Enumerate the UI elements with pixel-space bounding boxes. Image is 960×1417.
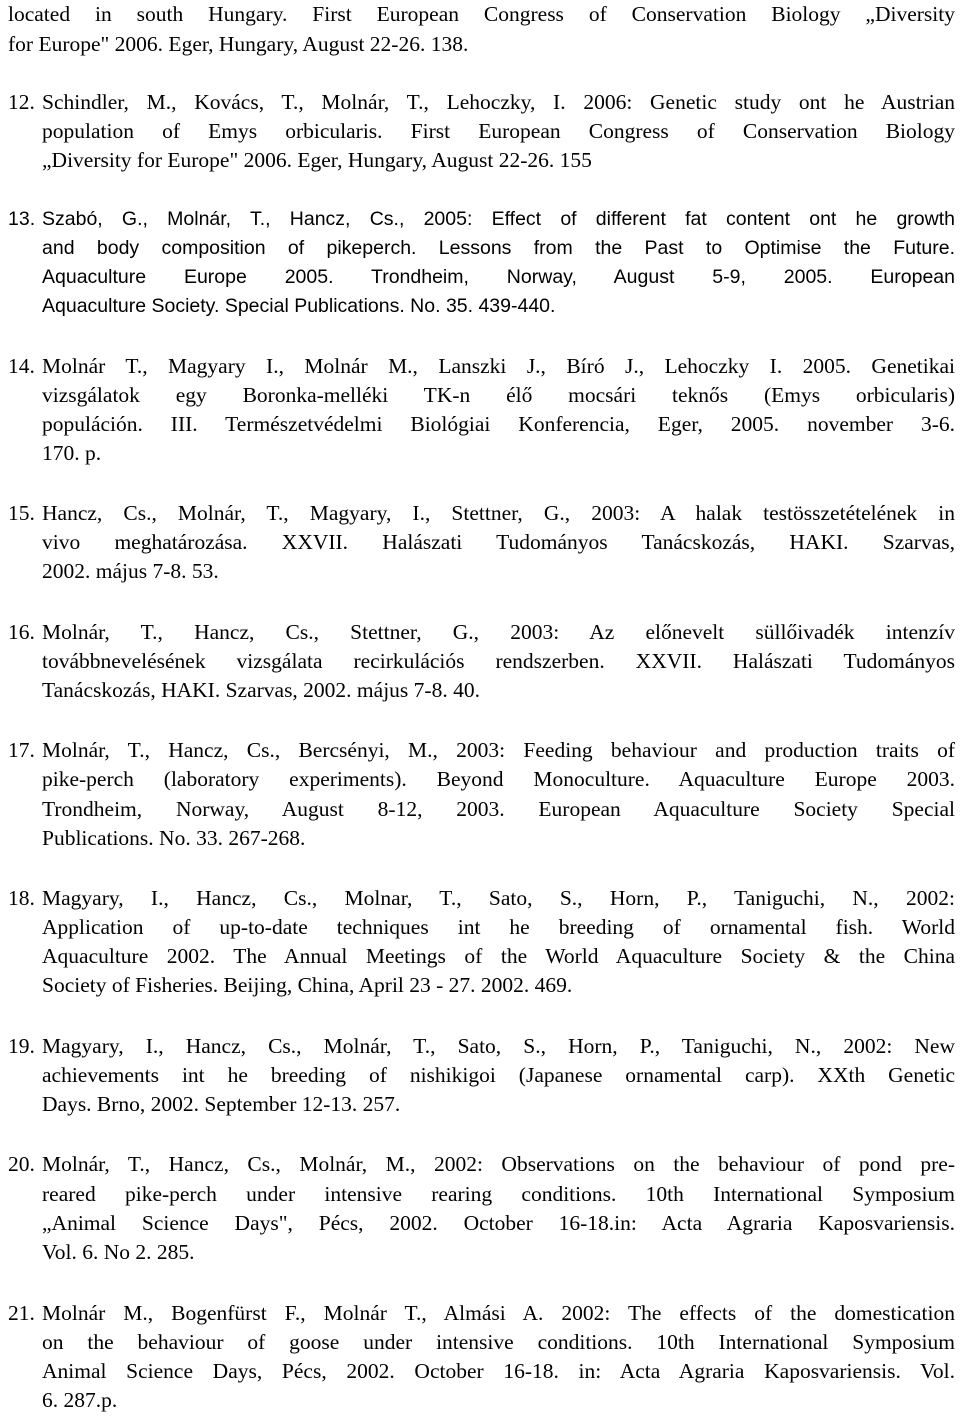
reference-line: located in south Hungary. First European Congress of Conservation Biology „Diversity	[8, 2, 955, 26]
reference-line: reared pike-perch under intensive rearing conditions. 10th International Symposium	[42, 1182, 955, 1206]
reference-line: Society of Fisheries. Beijing, China, April 23 - 27. 2002. 469.	[42, 973, 573, 997]
reference-entry-18	[8, 884, 955, 913]
reference-line: Magyary, I., Hancz, Cs., Molnár, T., Sato, S., Horn, P., Taniguchi, N., 2002: New	[42, 1034, 955, 1058]
reference-line: vivo meghatározása. XXVII. Halászati Tudományos Tanácskozás, HAKI. Szarvas,	[42, 530, 955, 554]
reference-line: Trondheim, Norway, August 8-12, 2003. European Aquaculture Society Special	[42, 797, 955, 821]
reference-line: 2002. május 7-8. 53.	[42, 559, 219, 583]
reference-line: „Animal Science Days", Pécs, 2002. October 16-18.in: Acta Agraria Kaposvariensis.	[42, 1211, 955, 1235]
entry-number: 18.	[8, 886, 35, 910]
reference-line: Molnár T., Magyary I., Molnár M., Lanszki J., Bíró J., Lehoczky I. 2005. Genetikai	[42, 354, 955, 378]
reference-entry-13	[8, 205, 955, 234]
entry-number: 21.	[8, 1301, 35, 1325]
reference-entry-12	[8, 88, 955, 117]
reference-line: Hancz, Cs., Molnár, T., Magyary, I., Stettner, G., 2003: A halak testösszetételének in	[42, 501, 955, 525]
entry-number: 14.	[8, 354, 35, 378]
reference-line: populáción. III. Természetvédelmi Biológiai Konferencia, Eger, 2005. november 3-6.	[42, 412, 955, 436]
reference-line: Szabó, G., Molnár, T., Hancz, Cs., 2005: Effect of different fat content ont he growth	[42, 208, 955, 230]
reference-line: Molnár, T., Hancz, Cs., Bercsényi, M., 2003: Feeding behaviour and production traits of	[42, 738, 955, 762]
reference-line: Publications. No. 33. 267-268.	[42, 826, 306, 850]
reference-line: továbbnevelésének vizsgálata recirkulációs rendszerben. XXVII. Halászati Tudományos	[42, 649, 955, 673]
reference-entry-16	[8, 618, 955, 647]
entry-number: 12.	[8, 90, 35, 114]
reference-entry-19	[8, 1032, 955, 1061]
reference-line: for Europe" 2006. Eger, Hungary, August 22-26. 138.	[8, 32, 469, 56]
reference-line: 170. p.	[42, 441, 102, 465]
reference-entry-20	[8, 1150, 955, 1179]
reference-line: Days. Brno, 2002. September 12-13. 257.	[42, 1092, 401, 1116]
entry-number: 15.	[8, 501, 35, 525]
entry-number: 19.	[8, 1034, 35, 1058]
reference-line: vizsgálatok egy Boronka-melléki TK-n élő mocsári teknős (Emys orbicularis)	[42, 383, 955, 407]
reference-line: achievements int he breeding of nishikigoi (Japanese ornamental carp). XXth Genetic	[42, 1063, 955, 1087]
reference-line: 6. 287.p.	[42, 1388, 118, 1412]
reference-line: Schindler, M., Kovács, T., Molnár, T., Lehoczky, I. 2006: Genetic study ont he Austrian	[42, 90, 955, 114]
reference-line: Magyary, I., Hancz, Cs., Molnar, T., Sato, S., Horn, P., Taniguchi, N., 2002:	[42, 886, 955, 910]
reference-line: Molnár M., Bogenfürst F., Molnár T., Almási A. 2002: The effects of the domestication	[42, 1301, 955, 1325]
reference-entry-14	[8, 352, 955, 381]
reference-line: Aquaculture Society. Special Publications. No. 35. 439-440.	[42, 295, 556, 317]
reference-entry-21	[8, 1299, 955, 1328]
reference-line: population of Emys orbicularis. First European Congress of Conservation Biology	[42, 119, 955, 143]
reference-line: Aquaculture 2002. The Annual Meetings of the World Aquaculture Society & the China	[42, 944, 955, 968]
reference-line: Molnár, T., Hancz, Cs., Molnár, M., 2002: Observations on the behaviour of pond pre-	[42, 1152, 955, 1176]
reference-entry-15	[8, 499, 955, 528]
reference-line: Tanácskozás, HAKI. Szarvas, 2002. május 7-8. 40.	[42, 678, 480, 702]
reference-line: Molnár, T., Hancz, Cs., Stettner, G., 2003: Az előnevelt süllőivadék intenzív	[42, 620, 955, 644]
reference-line: „Diversity for Europe" 2006. Eger, Hungary, August 22-26. 155	[42, 148, 592, 172]
entry-number: 16.	[8, 620, 35, 644]
reference-line: and body composition of pikeperch. Lessons from the Past to Optimise the Future.	[42, 237, 955, 259]
entry-number: 17.	[8, 738, 35, 762]
entry-number: 13.	[8, 208, 36, 230]
reference-line: Application of up-to-date techniques int he breeding of ornamental fish. World	[42, 915, 955, 939]
reference-line: Animal Science Days, Pécs, 2002. October 16-18. in: Acta Agraria Kaposvariensis. Vol.	[42, 1359, 955, 1383]
reference-line: pike-perch (laboratory experiments). Beyond Monoculture. Aquaculture Europe 2003.	[42, 767, 955, 791]
reference-line: on the behaviour of goose under intensive conditions. 10th International Symposium	[42, 1330, 955, 1354]
reference-entry-17	[8, 736, 955, 765]
entry-number: 20.	[8, 1152, 35, 1176]
reference-line: Vol. 6. No 2. 285.	[42, 1240, 195, 1264]
reference-line: Aquaculture Europe 2005. Trondheim, Norway, August 5-9, 2005. European	[42, 266, 955, 288]
